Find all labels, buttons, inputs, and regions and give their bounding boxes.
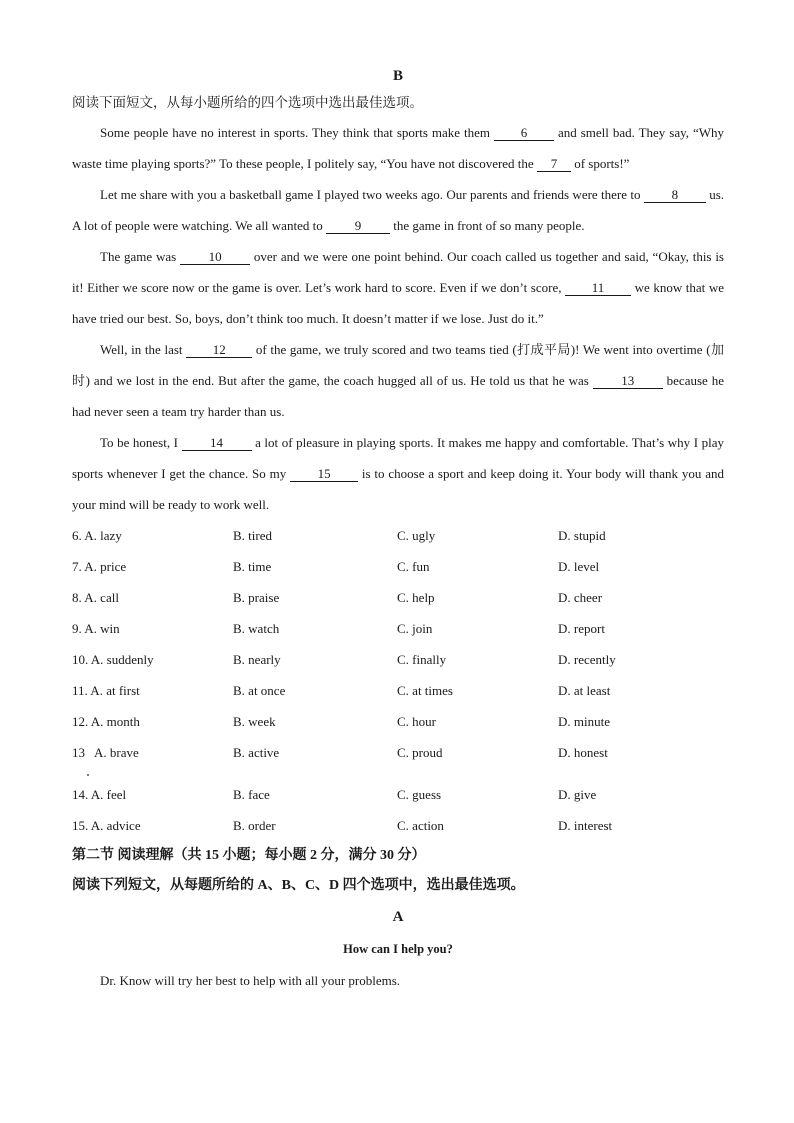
- option-b: B. tired: [233, 528, 272, 543]
- passage-text: Let me share with you a basketball game I played two weeks ago. Our parents and friends were there to: [100, 187, 644, 202]
- option-c: C. at times: [397, 683, 453, 698]
- option-d: D. recently: [558, 652, 616, 667]
- option-d: D. interest: [558, 818, 613, 833]
- blank-12: 12: [186, 342, 252, 358]
- option-a: 8. A. call: [72, 590, 119, 605]
- passage-text: because he had never seen a team try harder than us.: [72, 373, 724, 419]
- option-row-12: [72, 706, 724, 737]
- passage-text: us. A lot of people were watching. We all wanted to: [72, 187, 725, 233]
- option-b: B. face: [233, 787, 270, 802]
- option-a: 11. A. at first: [72, 683, 140, 698]
- option-row-10: [72, 644, 724, 675]
- option-d: D. cheer: [558, 590, 603, 605]
- option-b: B. time: [233, 559, 272, 574]
- option-d: D. report: [558, 621, 605, 636]
- option-c: C. help: [397, 590, 435, 605]
- option-a: 12. A. month: [72, 714, 140, 729]
- option-b: B. active: [233, 745, 280, 760]
- option-d: D. minute: [558, 714, 610, 729]
- passage-text: over and we were one point behind. Our coach called us together and said, “Okay, this is it! Either we score now or the game is over. Let’s work hard to score. Even if we don’t score,: [72, 249, 724, 295]
- option-d: D. level: [558, 559, 600, 574]
- option-a: 6. A. lazy: [72, 528, 122, 543]
- passage-text: and smell bad. They say, “Why waste time playing sports?” To these people, I politely say, “You have not discovered the: [72, 125, 724, 171]
- option-row-8: [72, 582, 724, 613]
- option-c: C. fun: [397, 559, 430, 574]
- blank-11: 11: [565, 280, 631, 296]
- option-row-14: [72, 779, 724, 810]
- reading-intro: Dr. Know will try her best to help with all your problems.: [100, 973, 401, 988]
- option-d: D. give: [558, 787, 597, 802]
- option-d: D. at least: [558, 683, 611, 698]
- option-b: B. nearly: [233, 652, 281, 667]
- stray-dot: [87, 774, 89, 776]
- option-a: 7. A. price: [72, 559, 127, 574]
- part2-heading: 第二节 阅读理解（共 15 小题；每小题 2 分，满分 30 分）: [72, 848, 426, 863]
- option-b: B. praise: [233, 590, 280, 605]
- option-b: B. order: [233, 818, 276, 833]
- option-c: C. proud: [397, 745, 443, 760]
- blank-14: 14: [182, 435, 252, 451]
- option-c: C. join: [397, 621, 433, 636]
- blank-10: 10: [180, 249, 250, 265]
- option-d: D. stupid: [558, 528, 606, 543]
- passage-text: Well, in the last: [100, 342, 187, 357]
- option-b: B. at once: [233, 683, 286, 698]
- passage-text: To be honest, I: [100, 435, 182, 450]
- passage-text: of sports!”: [570, 156, 630, 171]
- blank-9: 9: [326, 218, 390, 234]
- option-a: 15. A. advice: [72, 818, 141, 833]
- option-c: C. action: [397, 818, 444, 833]
- passage-text: the game in front of so many people.: [389, 218, 585, 233]
- option-b: B. watch: [233, 621, 280, 636]
- passage-text: of the game, we truly scored and two teams tied (打成平局)! We went into overtime (加时) and we lost in the end. But after the game, the coach hugged all of us. He told us that he was: [72, 342, 724, 388]
- option-row-15: [72, 810, 724, 841]
- part2-instruction: 阅读下列短文，从每题所给的 A、B、C、D 四个选项中，选出最佳选项。: [72, 878, 525, 893]
- option-row-11: [72, 675, 724, 706]
- blank-8: 8: [644, 187, 706, 203]
- blank-13: 13: [593, 373, 663, 389]
- exam-page: [72, 64, 724, 996]
- option-d: D. honest: [558, 745, 608, 760]
- passage-text: we know that we have tried our best. So, boys, don’t think too much. It doesn’t matter if we lose. Just do it.”: [72, 280, 724, 326]
- option-row-9: [72, 613, 724, 644]
- option-a: 10. A. suddenly: [72, 652, 154, 667]
- passage-paragraph-2: [72, 179, 724, 241]
- passage-text: is to choose a sport and keep doing it. Your body will thank you and your mind will be ready to work well.: [72, 466, 724, 512]
- reading-title: How can I help you?: [343, 942, 453, 956]
- section-b-label: B: [392, 68, 403, 84]
- passage-paragraph-4: [72, 334, 724, 427]
- blank-6: 6: [494, 125, 554, 141]
- option-row-13: [72, 737, 724, 779]
- section-b-instruction: 阅读下面短文，从每小题所给的四个选项中选出最佳选项。: [72, 95, 423, 110]
- option-a: 13 A. brave: [72, 745, 139, 760]
- option-b: B. week: [233, 714, 276, 729]
- option-a: 9. A. win: [72, 621, 120, 636]
- option-c: C. finally: [397, 652, 447, 667]
- passage-paragraph-3: [72, 241, 724, 334]
- option-row-6: [72, 520, 724, 551]
- passage-paragraph-1: [72, 117, 724, 179]
- passage-text: The game was: [100, 249, 181, 264]
- option-c: C. ugly: [397, 528, 436, 543]
- options-list: [72, 520, 724, 841]
- blank-15: 15: [290, 466, 358, 482]
- passage-text: Some people have no interest in sports. They think that sports make them: [100, 125, 494, 140]
- option-a: 14. A. feel: [72, 787, 127, 802]
- passage-text: a lot of pleasure in playing sports. It makes me happy and comfortable. That’s why I play sports whenever I get the chance. So my: [72, 435, 724, 481]
- option-row-7: [72, 551, 724, 582]
- option-c: C. hour: [397, 714, 436, 729]
- option-c: C. guess: [397, 787, 442, 802]
- blank-7: 7: [537, 156, 571, 172]
- section-a-label: A: [392, 909, 404, 925]
- passage-paragraph-5: [72, 427, 724, 520]
